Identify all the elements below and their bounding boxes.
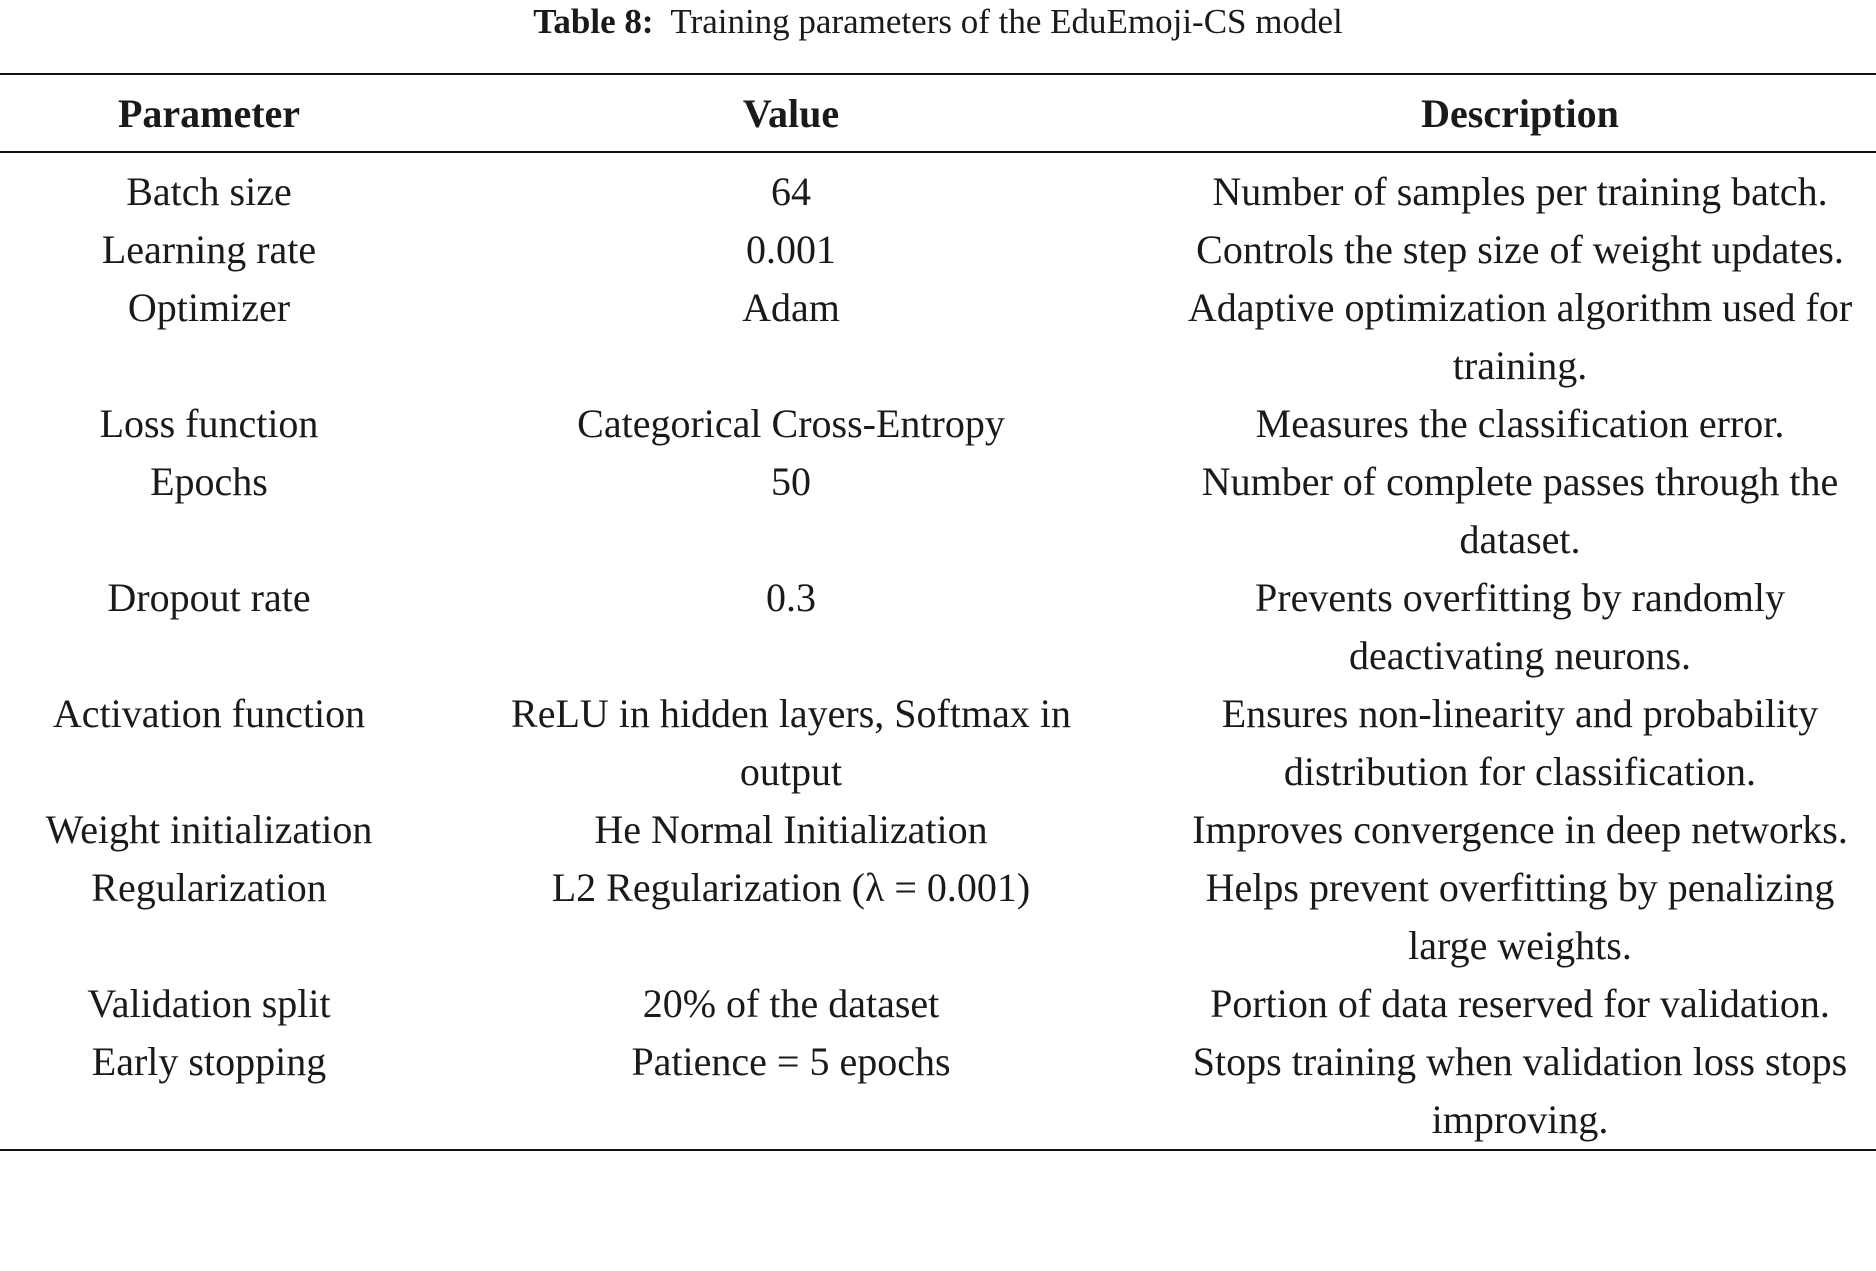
cell-parameter: Batch size: [126, 169, 292, 214]
cell-value: 0.3: [766, 575, 816, 620]
cell-description: Prevents overfitting by randomly deactivating neurons.: [1255, 575, 1785, 678]
cell-value: Categorical Cross-Entropy: [577, 401, 1005, 446]
table-row: [0, 685, 1876, 801]
cell-parameter: Epochs: [150, 459, 268, 504]
table-caption: [0, 2, 1876, 42]
table-caption-text: Training parameters of the EduEmoji-CS model: [670, 2, 1343, 41]
cell-parameter: Validation split: [87, 981, 331, 1026]
table-caption-label: Table 8:: [533, 2, 654, 41]
table-row: [0, 152, 1876, 221]
table-row: [0, 975, 1876, 1033]
cell-value: L2 Regularization (λ = 0.001): [551, 865, 1031, 910]
cell-description: Adaptive optimization algorithm used for training.: [1187, 285, 1853, 388]
table-row: [0, 801, 1876, 859]
cell-parameter: Learning rate: [101, 227, 317, 272]
table-row: [0, 279, 1876, 395]
header-description: Description: [1164, 74, 1876, 152]
cell-value: 0.001: [746, 227, 836, 272]
cell-parameter: Regularization: [91, 865, 327, 910]
cell-value: ReLU in hidden layers, Softmax in output: [511, 691, 1071, 794]
table-row: [0, 453, 1876, 569]
cell-value: 20% of the dataset: [642, 981, 940, 1026]
cell-parameter: Optimizer: [127, 285, 291, 330]
cell-description: Measures the classification error.: [1255, 401, 1785, 446]
table-row: [0, 569, 1876, 685]
cell-value: 50: [771, 459, 811, 504]
cell-parameter: Loss function: [99, 401, 319, 446]
cell-value: Patience = 5 epochs: [631, 1039, 951, 1084]
header-value: Value: [418, 74, 1164, 152]
cell-description: Helps prevent overfitting by penalizing large weights.: [1205, 865, 1835, 968]
cell-parameter: Activation function: [52, 691, 366, 736]
cell-parameter: Early stopping: [91, 1039, 327, 1084]
cell-description: Ensures non-linearity and probability distribution for classification.: [1221, 691, 1819, 794]
cell-description: Number of complete passes through the dataset.: [1201, 459, 1839, 562]
cell-description: Controls the step size of weight updates.: [1196, 227, 1844, 272]
table-row: [0, 1033, 1876, 1150]
table-row: [0, 395, 1876, 453]
training-parameters-table: [0, 73, 1876, 1151]
cell-description: Improves convergence in deep networks.: [1192, 807, 1848, 852]
table-row: [0, 221, 1876, 279]
header-parameter: Parameter: [0, 74, 418, 152]
cell-description: Portion of data reserved for validation.: [1210, 981, 1830, 1026]
cell-description: Stops training when validation loss stops improving.: [1192, 1039, 1848, 1142]
cell-description: Number of samples per training batch.: [1212, 169, 1828, 214]
table-header-row: [0, 74, 1876, 152]
cell-value: He Normal Initialization: [594, 807, 988, 852]
cell-parameter: Dropout rate: [107, 575, 311, 620]
cell-parameter: Weight initialization: [45, 807, 373, 852]
cell-value: 64: [771, 169, 811, 214]
table-row: [0, 859, 1876, 975]
cell-value: Adam: [742, 285, 840, 330]
